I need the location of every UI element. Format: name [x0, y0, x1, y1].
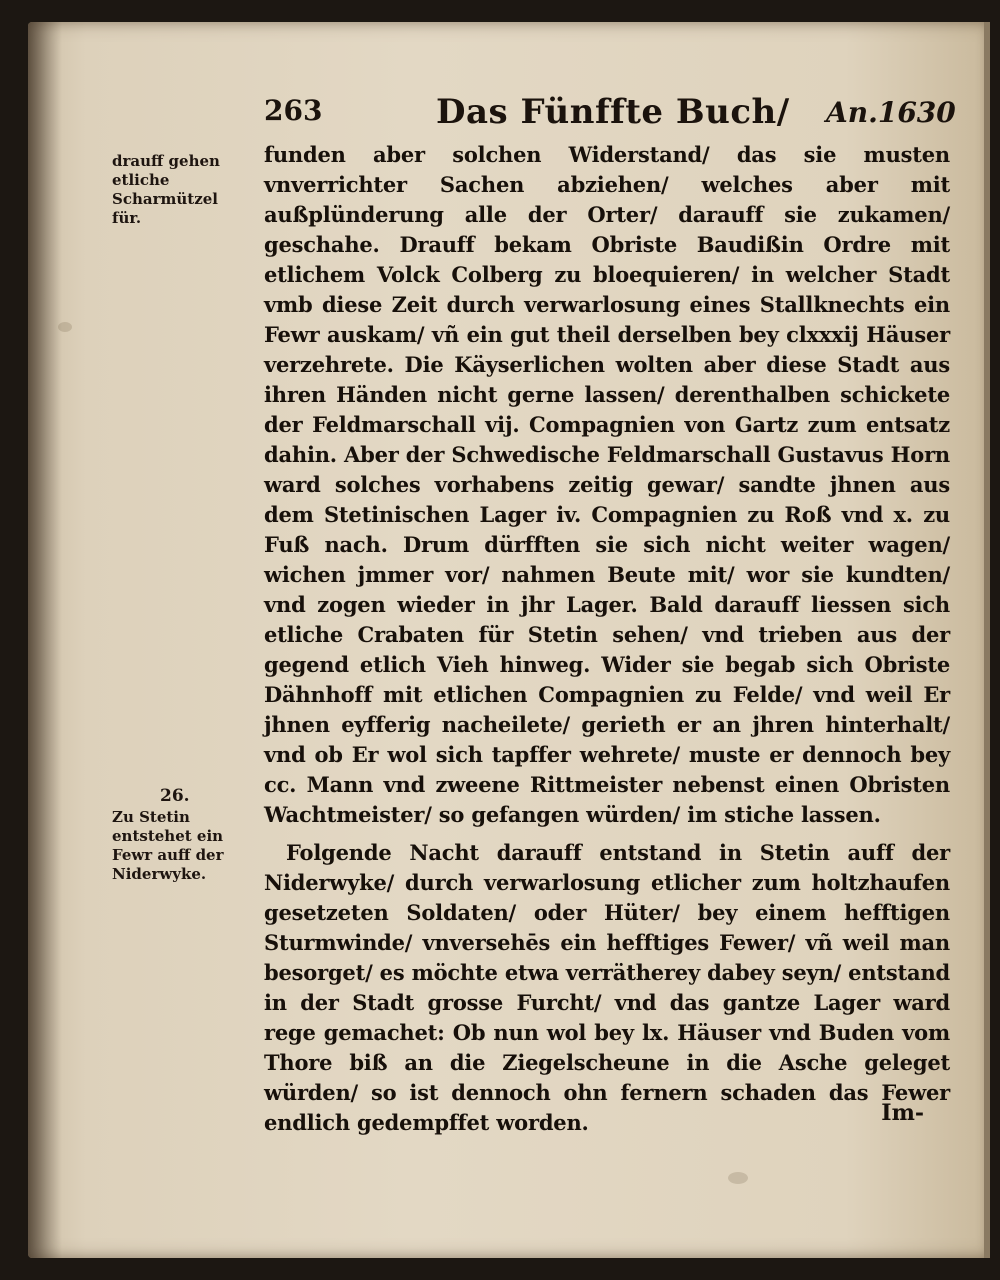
catchword: Im-: [881, 1100, 924, 1126]
margin-note-number: 26.: [160, 786, 190, 806]
margin-note-fire: Zu Stetin entstehet ein Fewr auff der Niderwyke.: [112, 808, 224, 883]
stain: [58, 322, 72, 332]
page-edge: [984, 22, 990, 1258]
running-header: [236, 92, 956, 136]
paragraph-2: Folgende Nacht darauff entstand in Stetin auff der Niderwyke/ durch verwarlosung etlicher zum holtzhaufen gesetzeten Soldaten/ oder Hüter/ bey einem hefftigen Sturmwinde/ vnversehēs ein hefftiges Fewer/ vñ weil man besorget/ es möchte etwa verrätherey dabey seyn/ entstand in der Stadt grosse Furcht/ vnd das gantze Lager ward rege gemachet: Ob nun wol bey lx. Häuser vnd Buden vom Thore biß an die Ziegelscheune in die Asche geleget würden/ so ist dennoch ohn fernern schaden das Fewer endlich gedempffet worden.: [264, 840, 950, 1135]
margin-note-skirmish: drauff gehen etliche Scharmützel für.: [112, 152, 220, 227]
gutter-shadow: [28, 22, 62, 1258]
body-text: [264, 140, 950, 1138]
stain: [728, 1172, 748, 1184]
page-number: 263: [264, 94, 323, 127]
paragraph-1: funden aber solchen Widerstand/ das sie musten vnverrichter Sachen abziehen/ welches aber mit außplünderung alle der Orter/ darauff sie zukamen/ geschahe. Drauff bekam Obriste Baudißin Ordre mit etlichem Volck Colberg zu bloequieren/ in welcher Stadt vmb diese Zeit durch verwarlosung eines Stallknechts ein Fewr auskam/ vñ ein gut theil derselben bey clxxxij Häuser verzehrete. Die Käyserlichen wolten aber diese Stadt aus ihren Händen nicht gerne lassen/ derenthalben schickete der Feldmarschall vij. Compagnien von Gartz zum entsatz dahin. Aber der Schwedische Feldmarschall Gustavus Horn ward solches vorhabens zeitig gewar/ sandte jhnen aus dem Stetinischen Lager iv. Compagnien zu Roß vnd x. zu Fuß nach. Drum dürfften sie sich nicht weiter wagen/ wichen jmmer vor/ nahmen Beute mit/ wor sie kundten/ vnd zogen wieder in jhr Lager. Bald darauff liessen sich etliche Crabaten für Stetin sehen/ vnd trieben aus der gegend etlich Vieh hinweg. Wider sie begab sich Obriste Dähnhoff mit etlichen Compagnien zu Felde/ vnd weil Er jhnen eyfferig nacheilete/ gerieth er an jhren hinterhalt/ vnd ob Er wol sich tapffer wehrete/ muste er dennoch bey cc. Mann vnd zweene Rittmeister nebenst einen Obristen Wachtmeister/ so gefangen würden/ im stiche lassen.: [264, 142, 950, 827]
year-marker: An.1630: [826, 96, 956, 129]
running-title: Das Fünffte Buch/: [436, 92, 790, 132]
